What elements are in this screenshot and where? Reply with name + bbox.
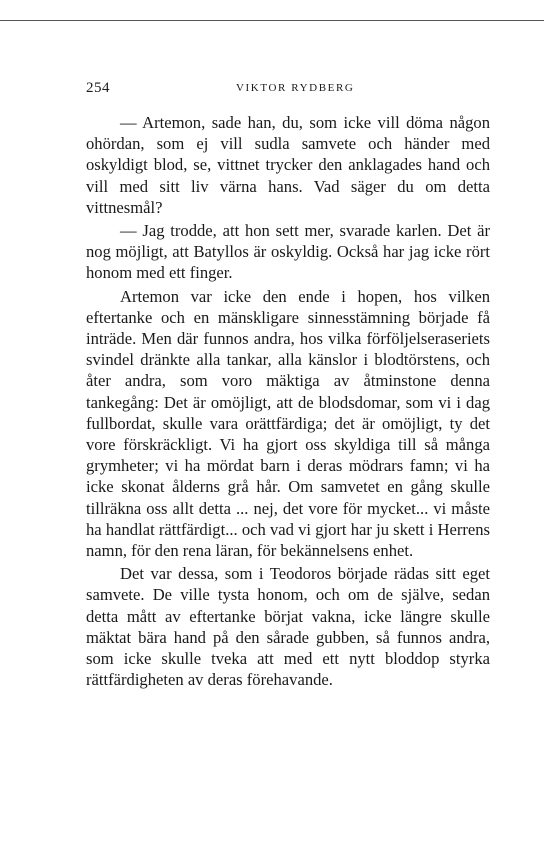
running-title: VIKTOR RYDBERG bbox=[236, 82, 355, 94]
text-block bbox=[86, 112, 490, 690]
paragraph: Det var dessa, som i Teodoros började rädas sitt eget samvete. De ville tysta honom, och om de själve, sedan detta mått av eftertanke börjat vakna, icke längre skulle mäktat bära hand på den sårade gubben, så funnos andra, som icke skulle tveka att med ett nytt bloddop styrka rättfärdigheten av deras förehavande. bbox=[86, 564, 490, 690]
running-head bbox=[86, 80, 496, 100]
top-rule bbox=[0, 20, 544, 21]
page-number: 254 bbox=[86, 80, 110, 96]
paragraph: — Jag trodde, att hon sett mer, svarade karlen. Det är nog möjligt, att Batyllos är oskyldig. Också har jag icke rört honom med ett finger. bbox=[86, 221, 490, 283]
paragraph: — Artemon, sade han, du, som icke vill döma någon ohördan, som ej vill sudla samvete och händer med oskyldigt blod, se, vittnet trycker den anklagades hand och vill med sitt liv värna hans. Vad säger du om detta vittnesmål? bbox=[86, 113, 490, 217]
paragraph: Artemon var icke den ende i hopen, hos vilken eftertanke och en mänskligare sinnesstämning började få inträde. Men där funnos andra, hos vilka förföljelseraseriets svindel dränkte alla tankar, alla känslor i blodtörstens, och åter andra, som voro mäktiga av åtminstone denna tankegång: Det är omöjligt, att de blodsdomar, som vi i dag fullbordat, skulle vara orättfärdiga; det är omöjligt, ty det vore förskräckligt. Vi ha gjort oss skyldiga till så många grymheter; vi ha mördat barn i deras mödrars famn; vi ha icke skonat ålderns grå hår. Om samvetet en gång skulle tillräkna oss allt detta ... nej, det vore för mycket... vi måste ha handlat rättfärdigt... och vad vi gjort har ju skett i Herrens namn, för den rena läran, för bekännelsens enhet. bbox=[86, 286, 490, 561]
